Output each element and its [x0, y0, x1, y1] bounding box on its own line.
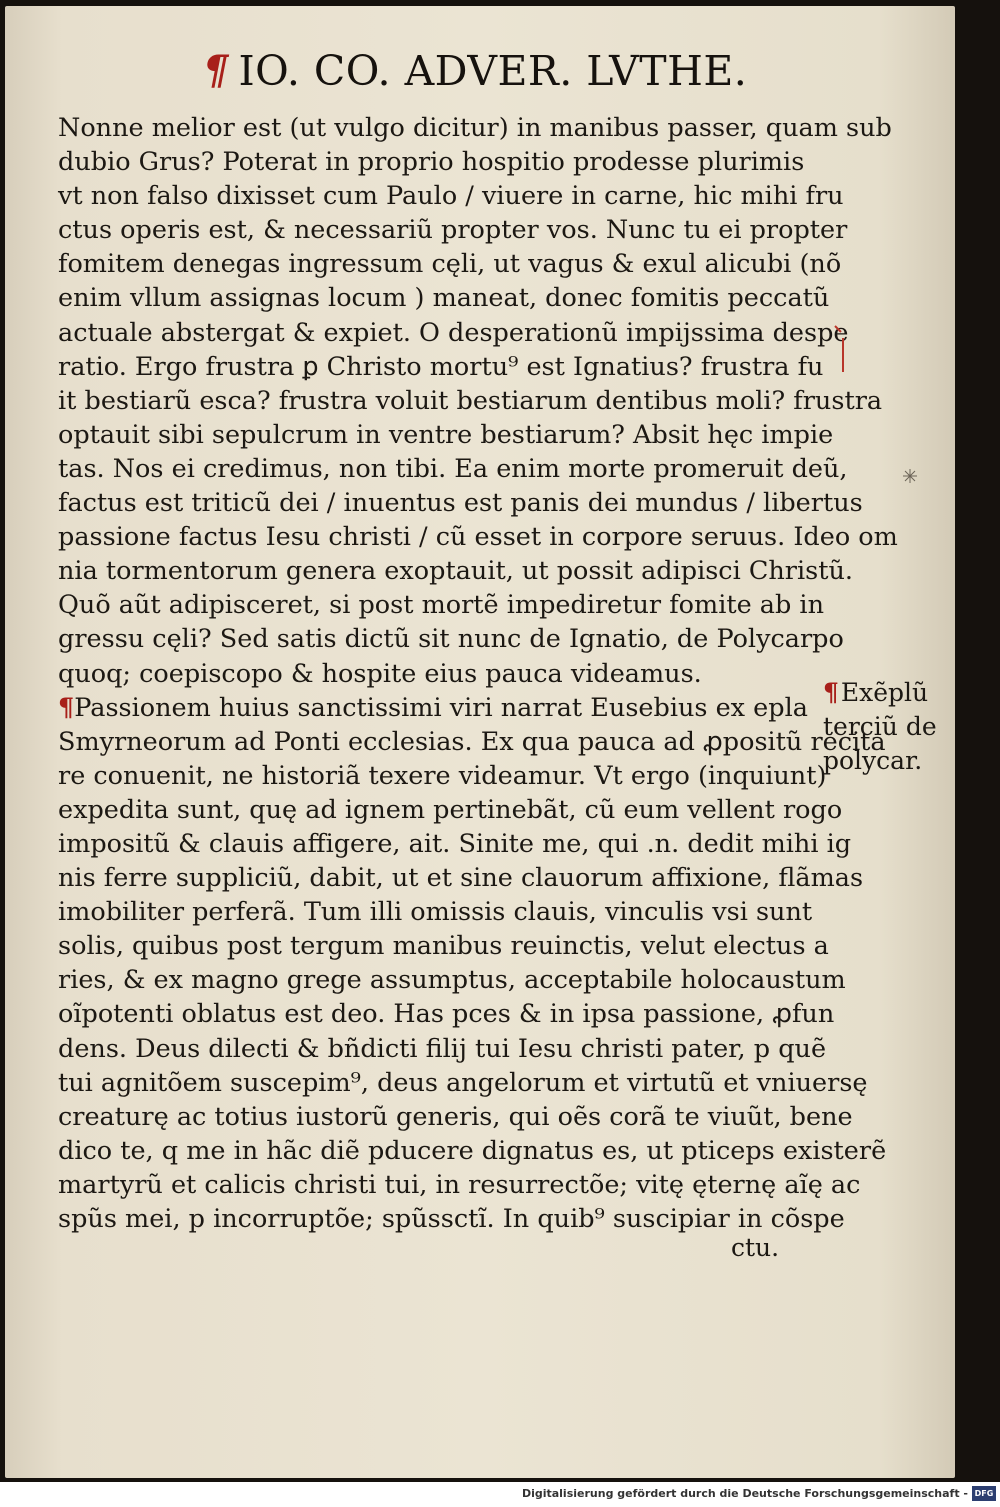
- text-line: martyrũ et calicis christi tui, in resurrectõe; vitę ęternę aĩę ac: [58, 1169, 861, 1200]
- text-line: dens. Deus dilecti & bñdicti filij tui Iesu christi pater, p quẽ: [58, 1033, 827, 1064]
- text-line: tas. Nos ei credimus, non tibi. Ea enim morte promeruit deũ,: [58, 453, 848, 484]
- text-line: Quõ aũt adipisceret, si post mortẽ impediretur fomite ab in: [58, 590, 825, 621]
- text-line: factus est triticũ dei / inuentus est panis dei mundus / libertus: [58, 488, 863, 519]
- text-line: passione factus Iesu christi / cũ esset in corpore seruus. Ideo om: [58, 522, 898, 553]
- text-line: enim vllum assignas locum ) maneat, donec fomitis peccatũ: [58, 283, 830, 314]
- digitization-footer: [0, 1482, 1000, 1507]
- text-line: gressu cęli? Sed satis dictũ sit nunc de Ignatio, de Polycarpo: [58, 624, 844, 655]
- text-line: nis ferre suppliciũ, dabit, ut et sine clauorum affixione, flãmas: [58, 863, 864, 894]
- text-line: quoq; coepiscopo & hospite eius pauca videamus.: [58, 658, 702, 689]
- text-line: imobiliter perferã. Tum illi omissis clauis, vinculis vsi sunt: [58, 897, 813, 928]
- text-line: it bestiarũ esca? frustra voluit bestiarum dentibus moli? frustra: [58, 385, 883, 416]
- red-ink-annotation-mark: [831, 320, 851, 380]
- text-line: solis, quibus post tergum manibus reuinctis, velut electus a: [58, 931, 829, 962]
- text-line: spũs mei, p incorruptõe; spũssctĩ. In quib⁹ suscipiar in cõspe: [58, 1204, 845, 1234]
- text-line: dico te, q me in hãc diẽ pducere dignatus es, ut pticeps existerẽ: [58, 1135, 887, 1166]
- book-page: [5, 6, 955, 1478]
- marginal-note-line: terciũ de: [823, 712, 937, 741]
- text-line: impositũ & clauis affigere, ait. Sinite me, qui .n. dedit mihi ig: [58, 828, 852, 859]
- text-line: oĩpotenti oblatus est deo. Has pces & in ipsa passione, ꝓfun: [58, 999, 835, 1030]
- text-line: optauit sibi sepulcrum in ventre bestiarum? Absit hęc impie: [58, 419, 834, 450]
- text-line: Nonne melior est (ut vulgo dicitur) in manibus passer, quam sub: [58, 113, 892, 143]
- asterisk-mark: [900, 466, 920, 486]
- text-line: fomitem denegas ingressum cęli, ut vagus & exul alicubi (nõ: [58, 249, 842, 280]
- text-line: Smyrneorum ad Ponti ecclesias. Ex qua pauca ad ꝓpositũ recita: [58, 726, 886, 757]
- text-line: nia tormentorum genera exoptauit, ut possit adipisci Christũ.: [58, 556, 853, 587]
- funding-credit: Digitalisierung gefördert durch die Deutsche Forschungsgemeinschaft -: [521, 1487, 968, 1500]
- marginal-note-line: polycar.: [823, 746, 923, 775]
- text-line: ctus operis est, & necessariũ propter vos. Nunc tu ei propter: [58, 215, 848, 246]
- header-pilcrow: ¶: [203, 47, 229, 94]
- text-line: dubio Grus? Poterat in proprio hospitio prodesse plurimis: [58, 147, 805, 178]
- text-line: Passionem huius sanctissimi viri narrat Eusebius ex epla: [74, 692, 808, 723]
- marginal-note: [823, 676, 963, 778]
- header-title: IO. CO. ADVER. LVTHE.: [238, 47, 748, 95]
- marginal-note-line: Exẽplũ: [840, 678, 929, 707]
- paragraph-start-line: [58, 691, 818, 725]
- text-line: actuale abstergat & expiet. O desperationũ impijssima despe: [58, 317, 849, 348]
- text-line: creaturę ac totius iustorũ generis, qui oẽs corã te viuũt, bene: [58, 1101, 853, 1132]
- marginal-pilcrow: ¶: [823, 678, 839, 707]
- text-line: vt non falso dixisset cum Paulo / viuere in carne, hic mihi fru: [58, 181, 844, 212]
- catchword: ctu.: [731, 1233, 780, 1262]
- text-line: ratio. Ergo frustra ꝑ Christo mortu⁹ est Ignatius? frustra fu: [58, 351, 824, 382]
- text-line: re conuenit, ne historiã texere videamur. Vt ergo (inquiunt): [58, 760, 827, 791]
- text-line: expedita sunt, quę ad ignem pertinebãt, cũ eum vellent rogo: [58, 794, 843, 825]
- dfg-logo: DFG: [972, 1486, 996, 1501]
- text-line: tui agnitõem suscepim⁹, deus angelorum et virtutũ et vniuersę: [58, 1067, 868, 1098]
- running-header: [203, 46, 748, 96]
- paragraph-pilcrow: ¶: [58, 692, 75, 723]
- text-line: ries, & ex magno grege assumptus, acceptabile holocaustum: [58, 965, 846, 996]
